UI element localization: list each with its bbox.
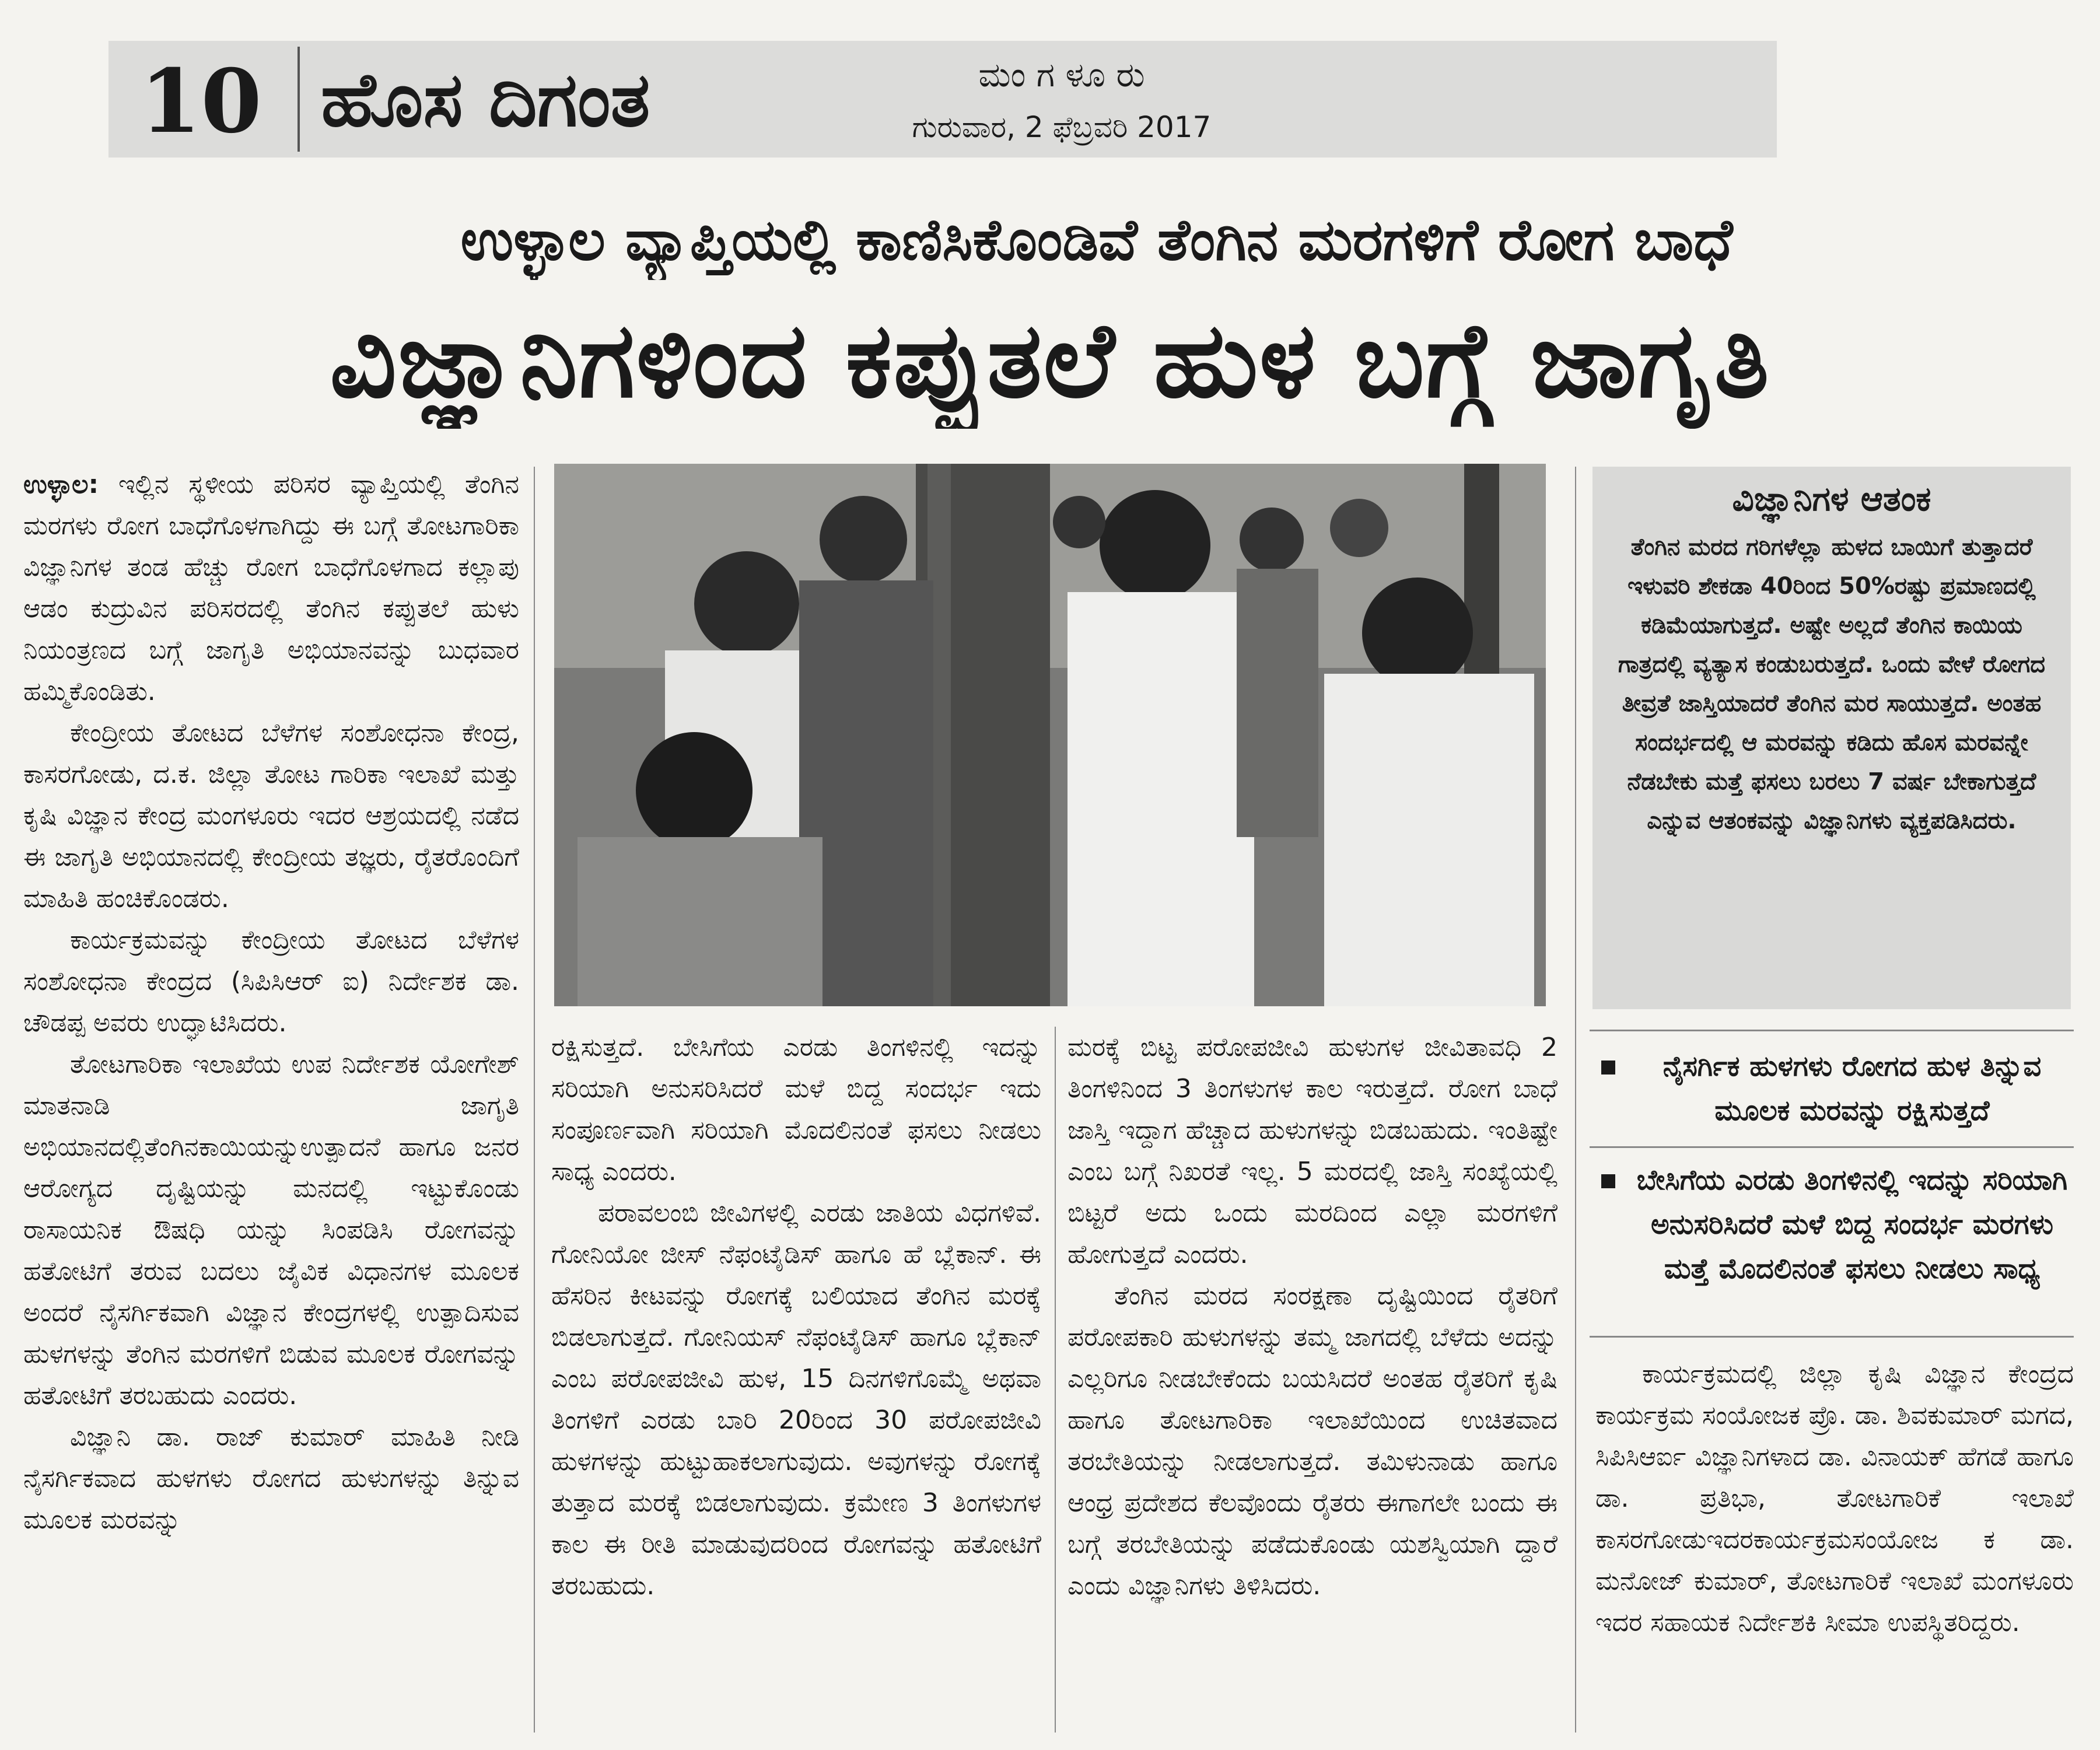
article-column-1	[23, 464, 519, 1732]
article-paragraph: ತೋಟಗಾರಿಕಾ ಇಲಾಖೆಯ ಉಪ ನಿರ್ದೇಶಕ ಯೋಗೇಶ್ ಮಾತನಾಡಿ ಜಾಗೃತಿ ಅಭಿಯಾನದಲ್ಲಿತೆಂಗಿನಕಾಯಿಯನ್ನುಉತ್ಪಾದನೆ ಹಾಗೂ ಜನರ ಆರೋಗ್ಯದ ದೃಷ್ಟಿಯನ್ನು ಮನದಲ್ಲಿ ಇಟ್ಟುಕೊಂಡು ರಾಸಾಯನಿಕ ಔಷಧಿ ಯನ್ನು ಸಿಂಪಡಿಸಿ ರೋಗವನ್ನು ಹತೋಟಿಗೆ ತರುವ ಬದಲು ಜೈವಿಕ ವಿಧಾನಗಳ ಮೂಲಕ ಅಂದರೆ ನೈಸರ್ಗಿಕವಾಗಿ ವಿಜ್ಞಾನ ಕೇಂದ್ರಗಳಲ್ಲಿ ಉತ್ಪಾದಿಸುವ ಹುಳಗಳನ್ನು ತೆಂಗಿನ ಮರಗಳಿಗೆ ಬಿಡುವ ಮೂಲಕ ರೋಗವನ್ನು ಹತೋಟಿಗೆ ತರಬಹುದು ಎಂದರು.	[23, 1049, 519, 1410]
highlight-item	[1590, 1158, 2074, 1345]
article-column-3	[1068, 1027, 1558, 1732]
article-column-2	[551, 1027, 1041, 1732]
edition-name: ಮಂ ಗ ಳೂ ರು	[978, 55, 1145, 94]
article-column-4	[1595, 1353, 2074, 1732]
bullet-square-icon	[1601, 1174, 1615, 1188]
divider	[1590, 1336, 2074, 1338]
article-paragraph: ಪರಾವಲಂಬಿ ಜೀವಿಗಳಲ್ಲಿ ಎರಡು ಜಾತಿಯ ವಿಧಗಳಿವೆ. ಗೋನಿಯೋ ಜೀಸ್ ನೆಫಂಟೈಡಿಸ್ ಹಾಗೂ ಹೆ ಬ್ಲೆಕಾನ್. ಈ ಹೆಸರಿನ ಕೀಟವನ್ನು ರೋಗಕ್ಕೆ ಬಲಿಯಾದ ತೆಂಗಿನ ಮರಕ್ಕೆ ಬಿಡಲಾಗುತ್ತದೆ. ಗೋನಿಯಸ್ ನೆಫಂಟೈಡಿಸ್ ಹಾಗೂ ಬ್ಲೆಕಾನ್ ಎಂಬ ಪರೋಪಜೀವಿ ಹುಳ, 15 ದಿನಗಳಿಗೊಮ್ಮೆ ಅಥವಾ ತಿಂಗಳಿಗೆ ಎರಡು ಬಾರಿ 20ರಿಂದ 30 ಪರೋಪಜೀವಿ ಹುಳಗಳನ್ನು ಹುಟ್ಟುಹಾಕಲಾಗುವುದು. ಅವುಗಳನ್ನು ರೋಗಕ್ಕೆ ತುತ್ತಾದ ಮರಕ್ಕೆ ಬಿಡಲಾಗುವುದು. ಕ್ರಮೇಣ 3 ತಿಂಗಳುಗಳ ಕಾಲ ಈ ರೀತಿ ಮಾಡುವುದರಿಂದ ರೋಗವನ್ನು ಹತೋಟಿಗೆ ತರಬಹುದು.	[551, 1198, 1041, 1601]
news-photo	[554, 464, 1546, 1006]
article-paragraph: ರಕ್ಷಿಸುತ್ತದೆ. ಬೇಸಿಗೆಯ ಎರಡು ತಿಂಗಳಿನಲ್ಲಿ ಇದನ್ನು ಸರಿಯಾಗಿ ಅನುಸರಿಸಿದರೆ ಮಳೆ ಬಿದ್ದ ಸಂದರ್ಭ ಇದು ಸಂಪೂರ್ಣವಾಗಿ ಸರಿಯಾಗಿ ಮೊದಲಿನಂತೆ ಫಸಲು ನೀಡಲು ಸಾಧ್ಯ ಎಂದರು.	[551, 1032, 1041, 1186]
newspaper-name: ಹೊಸ ದಿಗಂತ	[321, 57, 650, 144]
paragraph-text: ಇಲ್ಲಿನ ಸ್ಥಳೀಯ ಪರಿಸರ ವ್ಯಾಪ್ತಿಯಲ್ಲಿ ತೆಂಗಿನ ಮರಗಳು ರೋಗ ಬಾಧೆಗೊಳಗಾಗಿದ್ದು ಈ ಬಗ್ಗೆ ತೋಟಗಾರಿಕಾ ವಿಜ್ಞಾನಿಗಳ ತಂಡ ಹೆಚ್ಚು ರೋಗ ಬಾಧೆಗೊಳಗಾದ ಕಲ್ಲಾಪು ಆಡಂ ಕುದ್ರುವಿನ ಪರಿಸರದಲ್ಲಿ ತೆಂಗಿನ ಕಪ್ಪುತಲೆ ಹುಳು ನಿಯಂತ್ರಣದ ಬಗ್ಗೆ ಜಾಗೃತಿ ಅಭಿಯಾನವನ್ನು ಬುಧವಾರ ಹಮ್ಮಿಕೊಂಡಿತು.	[23, 470, 519, 706]
dateline: ಉಳ್ಳಾಲ:	[23, 470, 99, 499]
article-paragraph: ಕಾರ್ಯಕ್ರಮವನ್ನು ಕೇಂದ್ರೀಯ ತೋಟದ ಬೆಳೆಗಳ ಸಂಶೋಧನಾ ಕೇಂದ್ರದ (ಸಿಪಿಸಿಆರ್ ಐ) ನಿರ್ದೇಶಕ ಡಾ. ಚೌಡಪ್ಪ ಅವರು ಉದ್ಘಾಟಿಸಿದರು.	[23, 925, 519, 1038]
masthead-divider	[298, 47, 300, 152]
highlight-item	[1590, 1044, 2074, 1138]
highlight-text: ನೈಸರ್ಗಿಕ ಹುಳಗಳು ರೋಗದ ಹುಳ ತಿನ್ನುವ ಮೂಲಕ ಮರವನ್ನು ರಕ್ಷಿಸುತ್ತದೆ	[1662, 1050, 2042, 1127]
column-rule	[534, 467, 535, 1732]
column-rule	[1055, 1027, 1056, 1732]
article-paragraph: ಕಾರ್ಯಕ್ರಮದಲ್ಲಿ ಜಿಲ್ಲಾ ಕೃಷಿ ವಿಜ್ಞಾನ ಕೇಂದ್ರದ ಕಾರ್ಯಕ್ರಮ ಸಂಯೋಜಕ ಪ್ರೊ. ಡಾ. ಶಿವಕುಮಾರ್ ಮಗದ, ಸಿಪಿಸಿಆರ್ಐ ವಿಜ್ಞಾನಿಗಳಾದ ಡಾ. ವಿನಾಯಕ್ ಹೆಗಡೆ ಹಾಗೂ ಡಾ. ಪ್ರತಿಭಾ, ತೋಟಗಾರಿಕೆ ಇಲಾಖೆ ಕಾಸರಗೋಡುಇದರಕಾರ್ಯಕ್ರಮಸಂಯೋಜ ಕ ಡಾ. ಮನೋಜ್ ಕುಮಾರ್, ತೋಟಗಾರಿಕೆ ಇಲಾಖೆ ಮಂಗಳೂರು ಇದರ ಸಹಾಯಕ ನಿರ್ದೇಶಕಿ ಸೀಮಾ ಉಪಸ್ಥಿತರಿದ್ದರು.	[1595, 1359, 2074, 1637]
column-rule	[1575, 467, 1576, 1732]
article-paragraph	[23, 464, 519, 712]
issue-date: ಗುರುವಾರ, 2 ಫೆಬ್ರವರಿ 2017	[912, 110, 1212, 144]
article-paragraph: ವಿಜ್ಞಾನಿ ಡಾ. ರಾಜ್ ಕುಮಾರ್ ಮಾಹಿತಿ ನೀಡಿ ನೈಸರ್ಗಿಕವಾದ ಹುಳಗಳು ರೋಗದ ಹುಳುಗಳನ್ನು ತಿನ್ನುವ ಮೂಲಕ ಮರವನ್ನು	[23, 1422, 519, 1535]
article-paragraph: ತೆಂಗಿನ ಮರದ ಸಂರಕ್ಷಣಾ ದೃಷ್ಟಿಯಿಂದ ರೈತರಿಗೆ ಪರೋಪಕಾರಿ ಹುಳುಗಳನ್ನು ತಮ್ಮ ಜಾಗದಲ್ಲಿ ಬೆಳೆದು ಅದನ್ನು ಎಲ್ಲರಿಗೂ ನೀಡಬೇಕೆಂದು ಬಯಸಿದರೆ ಅಂತಹ ರೈತರಿಗೆ ಕೃಷಿ ಹಾಗೂ ತೋಟಗಾರಿಕಾ ಇಲಾಖೆಯಿಂದ ಉಚಿತವಾದ ತರಬೇತಿಯನ್ನು ನೀಡಲಾಗುತ್ತದೆ. ತಮಿಳುನಾಡು ಹಾಗೂ ಆಂಧ್ರ ಪ್ರದೇಶದ ಕೆಲವೊಂದು ರೈತರು ಈಗಾಗಲೇ ಬಂದು ಈ ಬಗ್ಗೆ ತರಬೇತಿಯನ್ನು ಪಡೆದುಕೊಂಡು ಯಶಸ್ವಿಯಾಗಿ ದ್ದಾರೆ ಎಂದು ವಿಜ್ಞಾನಿಗಳು ತಿಳಿಸಿದರು.	[1068, 1281, 1558, 1601]
photo-illustration	[554, 464, 1546, 1006]
bullet-square-icon	[1601, 1060, 1615, 1074]
sidebar-title: ವಿಜ್ಞಾನಿಗಳ ಆತಂಕ	[1732, 479, 1931, 519]
article-headline: ವಿಜ್ಞಾನಿಗಳಿಂದ ಕಪ್ಪುತಲೆ ಹುಳ ಬಗ್ಗೆ ಜಾಗೃತಿ	[330, 300, 1770, 421]
highlight-text: ಬೇಸಿಗೆಯ ಎರಡು ತಿಂಗಳಿನಲ್ಲಿ ಇದನ್ನು ಸರಿಯಾಗಿ ಅನುಸರಿಸಿದರೆ ಮಳೆ ಬಿದ್ದ ಸಂದರ್ಭ ಮರಗಳು ಮತ್ತೆ ಮೊದಲಿನಂತೆ ಫಸಲು ನೀಡಲು ಸಾಧ್ಯ	[1636, 1164, 2068, 1285]
article-paragraph: ಕೇಂದ್ರೀಯ ತೋಟದ ಬೆಳೆಗಳ ಸಂಶೋಧನಾ ಕೇಂದ್ರ, ಕಾಸರಗೋಡು, ದ.ಕ. ಜಿಲ್ಲಾ ತೋಟ ಗಾರಿಕಾ ಇಲಾಖೆ ಮತ್ತು ಕೃಷಿ ವಿಜ್ಞಾನ ಕೇಂದ್ರ ಮಂಗಳೂರು ಇದರ ಆಶ್ರಯದಲ್ಲಿ ನಡೆದ ಈ ಜಾಗೃತಿ ಅಭಿಯಾನದಲ್ಲಿ ಕೇಂದ್ರೀಯ ತಜ್ಞರು, ರೈತರೊಂದಿಗೆ ಮಾಹಿತಿ ಹಂಚಿಕೊಂಡರು.	[23, 718, 519, 914]
page-number: 10	[140, 50, 262, 153]
sidebar-text: ತೆಂಗಿನ ಮರದ ಗರಿಗಳೆಲ್ಲಾ ಹುಳದ ಬಾಯಿಗೆ ತುತ್ತಾದರೆ ಇಳುವರಿ ಶೇಕಡಾ 40ರಿಂದ 50%ರಷ್ಟು ಪ್ರಮಾಣದಲ್ಲಿ ಕಡಿಮೆಯಾಗುತ್ತದೆ. ಅಷ್ಟೇ ಅಲ್ಲದೆ ತೆಂಗಿನ ಕಾಯಿಯ ಗಾತ್ರದಲ್ಲಿ ವ್ಯತ್ಯಾಸ ಕಂಡುಬರುತ್ತದೆ. ಒಂದು ವೇಳೆ ರೋಗದ ತೀವ್ರತೆ ಜಾಸ್ತಿಯಾದರೆ ತೆಂಗಿನ ಮರ ಸಾಯುತ್ತದೆ. ಅಂತಹ ಸಂದರ್ಭದಲ್ಲಿ ಆ ಮರವನ್ನು ಕಡಿದು ಹೊಸ ಮರವನ್ನೇ ನೆಡಬೇಕು ಮತ್ತೆ ಫಸಲು ಬರಲು 7 ವರ್ಷ ಬೇಕಾಗುತ್ತದೆ ಎನ್ನುವ ಆತಂಕವನ್ನು ವಿಜ್ಞಾನಿಗಳು ವ್ಯಕ್ತಪಡಿಸಿದರು.	[1618, 534, 2046, 834]
divider	[1590, 1030, 2074, 1031]
divider	[1590, 1146, 2074, 1148]
article-subhead: ಉಳ್ಳಾಲ ವ್ಯಾಪ್ತಿಯಲ್ಲಿ ಕಾಣಿಸಿಕೊಂಡಿವೆ ತೆಂಗಿನ ಮರಗಳಿಗೆ ರೋಗ ಬಾಧೆ	[460, 207, 1733, 274]
article-paragraph: ಮರಕ್ಕೆ ಬಿಟ್ಟ ಪರೋಪಜೀವಿ ಹುಳುಗಳ ಜೀವಿತಾವಧಿ 2 ತಿಂಗಳಿನಿಂದ 3 ತಿಂಗಳುಗಳ ಕಾಲ ಇರುತ್ತದೆ. ರೋಗ ಬಾಧೆ ಜಾಸ್ತಿ ಇದ್ದಾಗ ಹೆಚ್ಚಾದ ಹುಳುಗಳನ್ನು ಬಿಡಬಹುದು. ಇಂತಿಷ್ಟೇ ಎಂಬ ಬಗ್ಗೆ ನಿಖರತೆ ಇಲ್ಲ. 5 ಮರದಲ್ಲಿ ಜಾಸ್ತಿ ಸಂಖ್ಯೆಯಲ್ಲಿ ಬಿಟ್ಟರೆ ಅದು ಒಂದು ಮರದಿಂದ ಎಲ್ಲಾ ಮರಗಳಿಗೆ ಹೋಗುತ್ತದೆ ಎಂದರು.	[1068, 1032, 1558, 1269]
